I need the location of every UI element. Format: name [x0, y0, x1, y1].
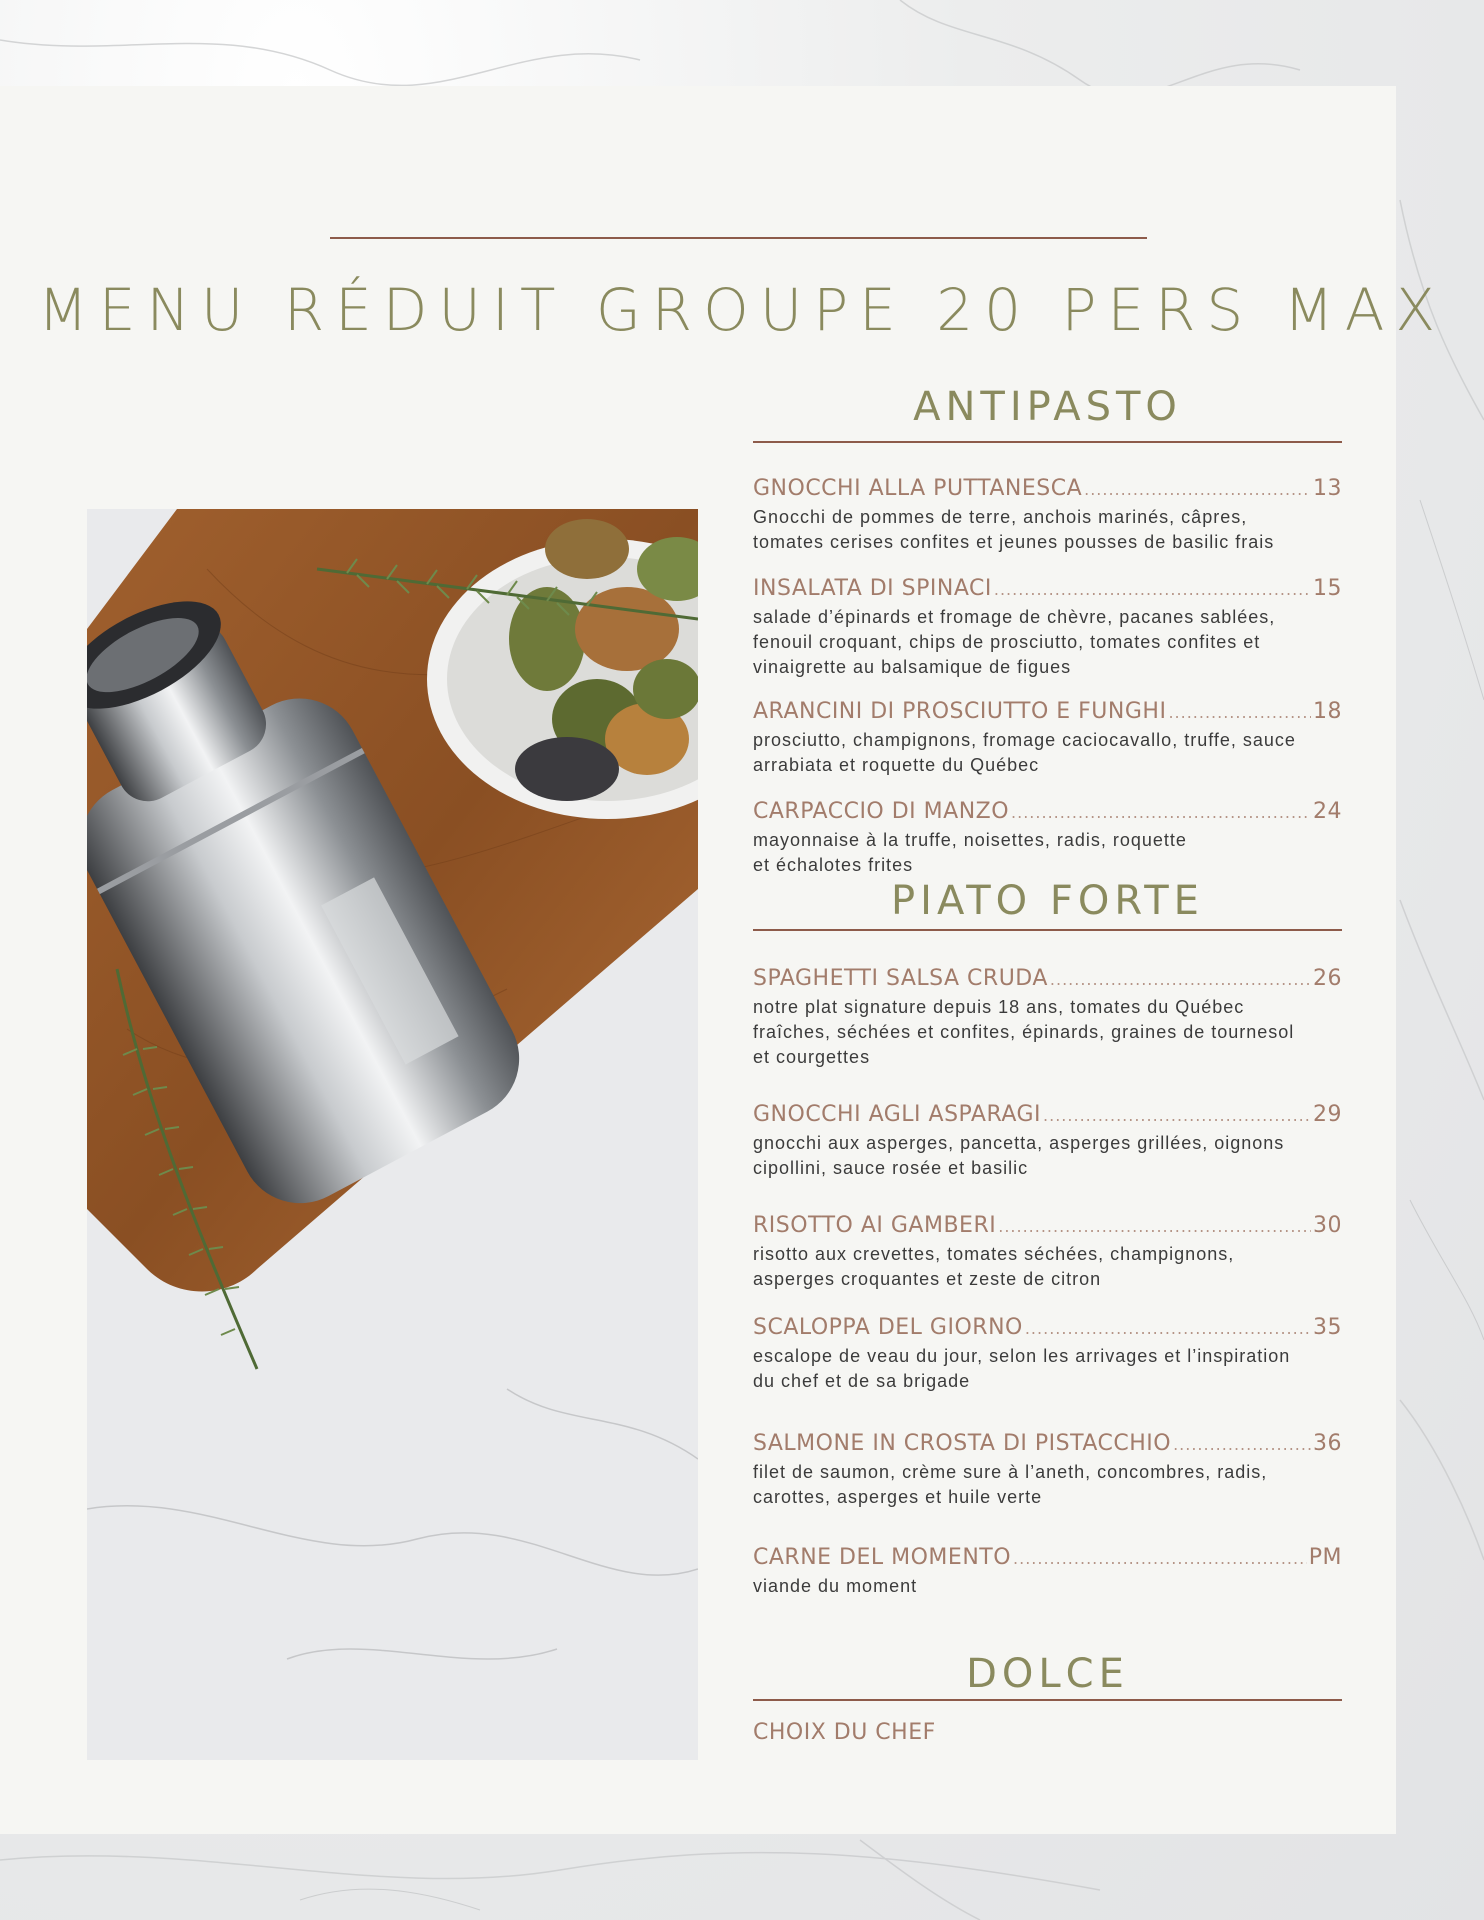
menu-item [753, 1211, 1342, 1292]
item-price: 24 [1313, 799, 1342, 824]
leader-dots [994, 575, 1311, 605]
menu-item [753, 574, 1342, 680]
menu-item [753, 1543, 1342, 1599]
item-description: escalope de veau du jour, selon les arrivages et l’inspiration du chef et de sa brigade [753, 1346, 1291, 1391]
leader-dots [1084, 475, 1311, 505]
item-price: 15 [1313, 576, 1342, 601]
item-description: viande du moment [753, 1576, 918, 1596]
page-title: MENU RÉDUIT GROUPE 20 PERS MAX [37, 276, 1447, 344]
item-price: 18 [1313, 699, 1342, 724]
leader-dots [1173, 1430, 1311, 1460]
menu-item [753, 1429, 1342, 1510]
leader-dots [1043, 1101, 1311, 1131]
item-price: 30 [1313, 1213, 1342, 1238]
leader-dots [1168, 698, 1311, 728]
menu-item [753, 474, 1342, 555]
leader-dots [998, 1212, 1311, 1242]
menu-item [753, 697, 1342, 778]
menu-item [753, 964, 1342, 1070]
item-name: ARANCINI DI PROSCIUTTO E FUNGHI [753, 699, 1167, 724]
menu-item [753, 1313, 1342, 1394]
item-description: mayonnaise à la truffe, noisettes, radis, roquette et échalotes frites [753, 830, 1187, 875]
item-price: 29 [1313, 1102, 1342, 1127]
item-description: gnocchi aux asperges, pancetta, asperges grillées, oignons cipollini, sauce rosée et basilic [753, 1133, 1285, 1178]
item-price: 35 [1313, 1315, 1342, 1340]
item-price: 13 [1313, 476, 1342, 501]
section-title-antipasto: ANTIPASTO [913, 384, 1182, 430]
leader-dots [1025, 1314, 1311, 1344]
section-rule-antipasto [753, 441, 1342, 443]
item-name: SPAGHETTI SALSA CRUDA [753, 966, 1048, 991]
item-description: Gnocchi de pommes de terre, anchois marinés, câpres, tomates cerises confites et jeunes pousses de basilic frais [753, 507, 1275, 552]
item-price: 36 [1313, 1431, 1342, 1456]
dolce-note: CHOIX DU CHEF [753, 1720, 936, 1745]
item-description: salade d’épinards et fromage de chèvre, pacanes sablées, fenouil croquant, chips de prosciutto, tomates confites et vinaigrette au balsamique de figues [753, 607, 1276, 677]
menu-item [753, 797, 1342, 878]
food-photo [87, 509, 698, 1760]
leader-dots [1050, 965, 1311, 995]
title-rule [330, 237, 1147, 239]
item-name: SCALOPPA DEL GIORNO [753, 1315, 1023, 1340]
menu-item [753, 1100, 1342, 1181]
leader-dots [1013, 1544, 1307, 1574]
section-title-piato-forte: PIATO FORTE [891, 878, 1204, 924]
item-name: CARNE DEL MOMENTO [753, 1545, 1012, 1570]
item-description: notre plat signature depuis 18 ans, tomates du Québec fraîches, séchées et confites, épinards, graines de tournesol et courgettes [753, 997, 1295, 1067]
item-description: prosciutto, champignons, fromage caciocavallo, truffe, sauce arrabiata et roquette du Québec [753, 730, 1296, 775]
item-price: 26 [1313, 966, 1342, 991]
item-price: PM [1308, 1545, 1342, 1570]
item-name: SALMONE IN CROSTA DI PISTACCHIO [753, 1431, 1172, 1456]
item-description: risotto aux crevettes, tomates séchées, champignons, asperges croquantes et zeste de citron [753, 1244, 1235, 1289]
item-name: GNOCCHI AGLI ASPARAGI [753, 1102, 1042, 1127]
section-title-dolce: DOLCE [966, 1651, 1129, 1697]
item-name: CARPACCIO DI MANZO [753, 799, 1010, 824]
item-name: GNOCCHI ALLA PUTTANESCA [753, 476, 1083, 501]
section-rule-piato-forte [753, 929, 1342, 931]
item-name: INSALATA DI SPINACI [753, 576, 992, 601]
leader-dots [1011, 798, 1311, 828]
item-description: filet de saumon, crème sure à l’aneth, concombres, radis, carottes, asperges et huile verte [753, 1462, 1268, 1507]
section-rule-dolce [753, 1699, 1342, 1701]
item-name: RISOTTO AI GAMBERI [753, 1213, 997, 1238]
